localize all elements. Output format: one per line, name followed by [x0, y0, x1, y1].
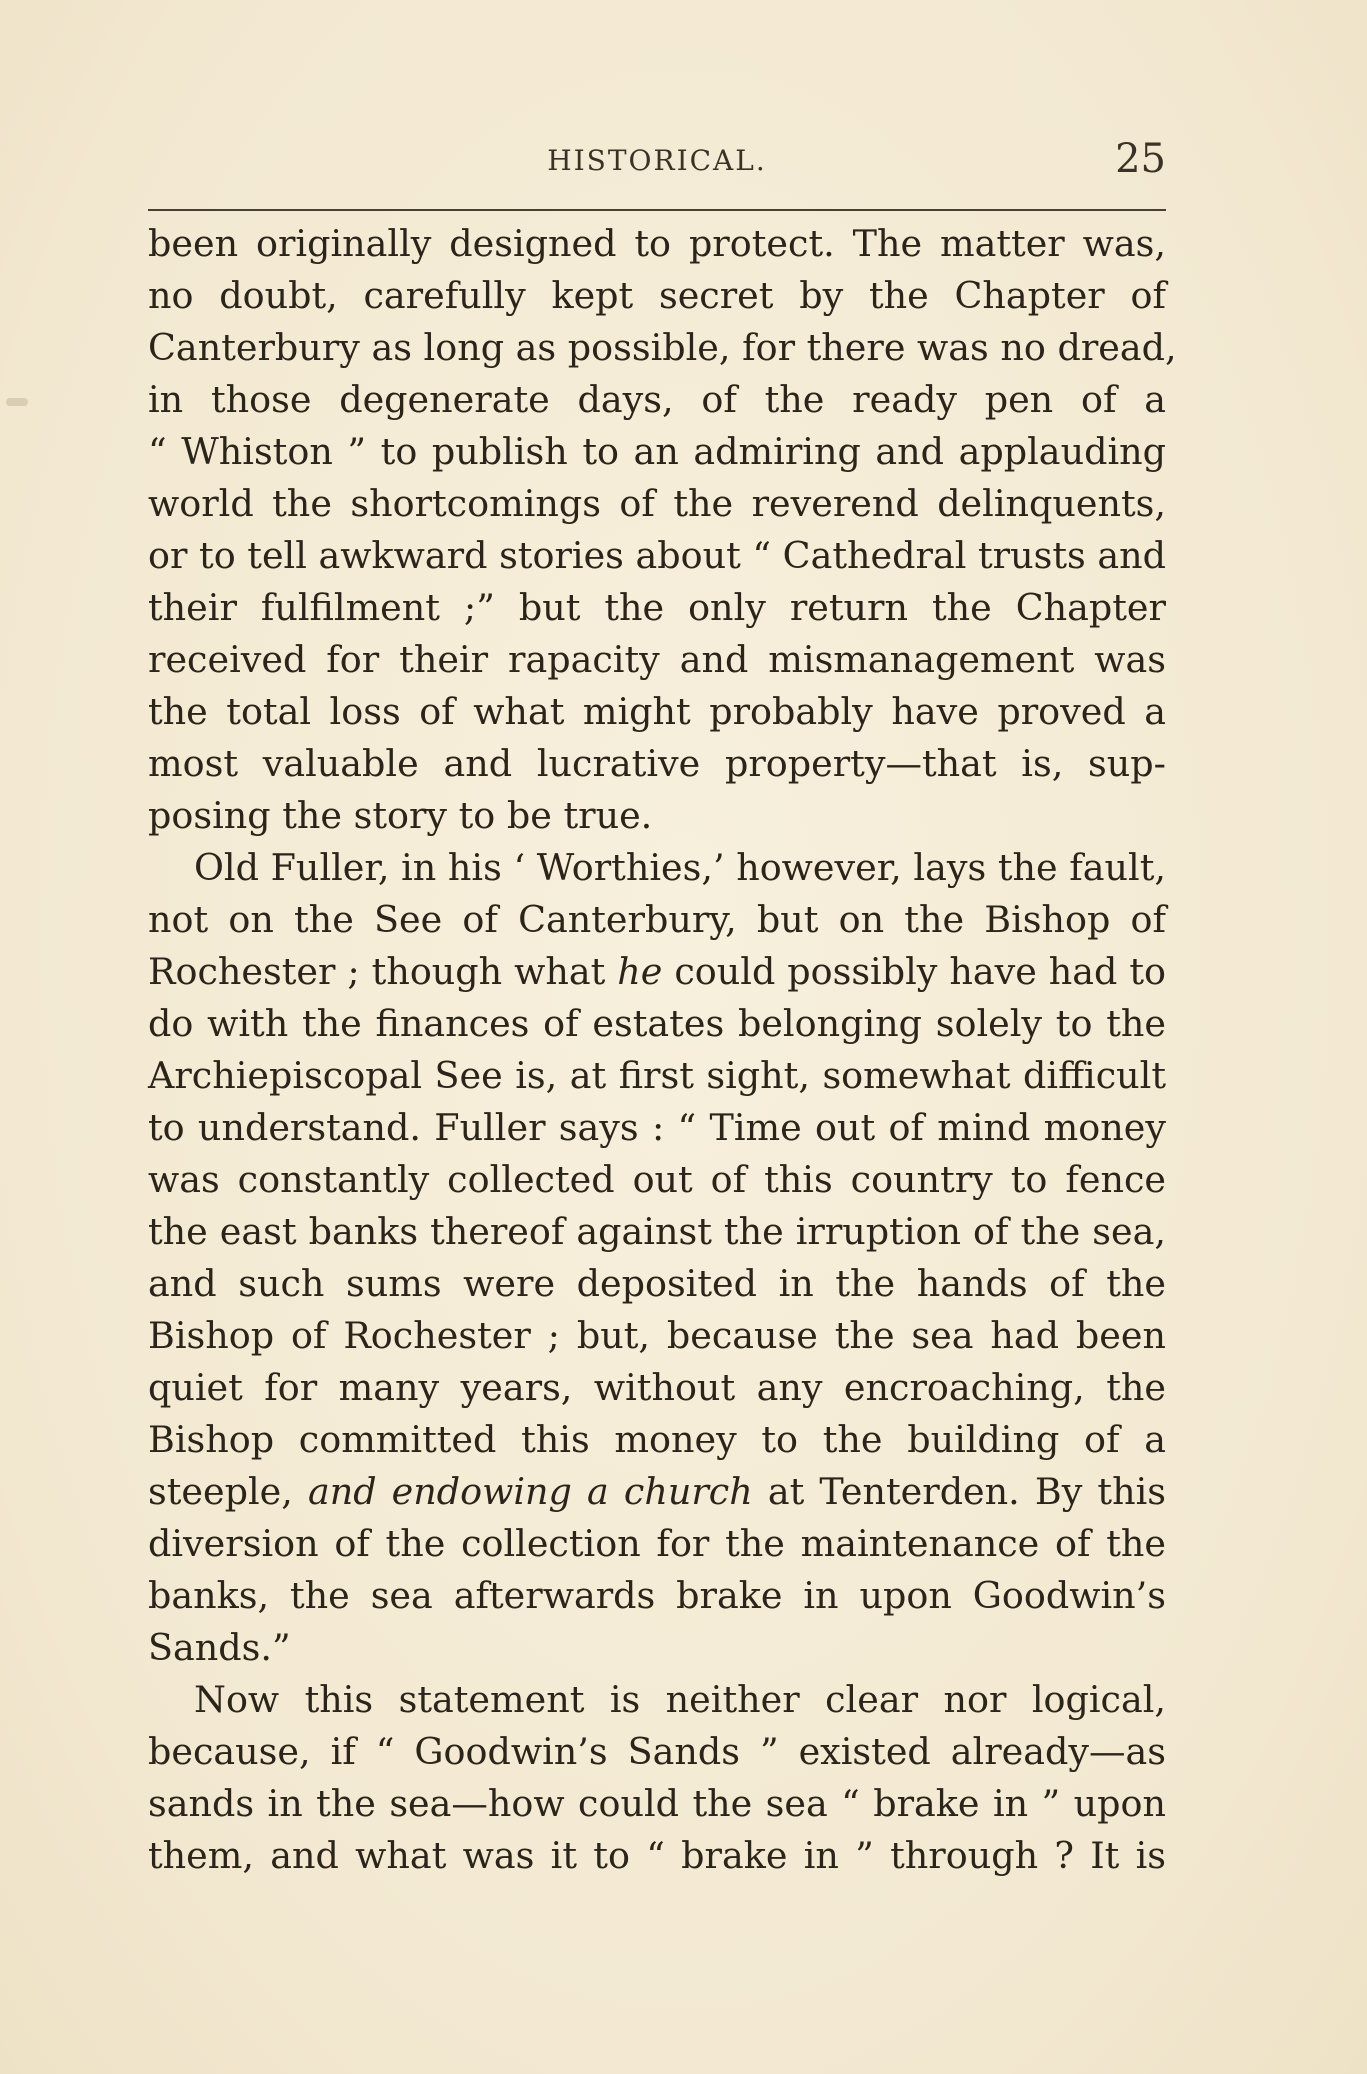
page-number: 25: [1115, 136, 1166, 182]
header-rule: [148, 209, 1166, 211]
paragraph-3: [148, 1674, 1166, 1882]
text-line: their fulfilment ;” but the only return the Chapter: [148, 586, 1166, 629]
body-text: [148, 218, 1177, 1882]
text-line: do with the finances of estates belonging solely to the: [148, 1002, 1166, 1045]
text-line: Bishop committed this money to the building of a: [148, 1418, 1166, 1461]
paragraph-1: [148, 218, 1177, 842]
text-line: quiet for many years, without any encroaching, the: [148, 1366, 1166, 1409]
text-line: [148, 1466, 1166, 1518]
text-line: sands in the sea—how could the sea “ brake in ” upon: [148, 1782, 1166, 1825]
text-line: diversion of the collection for the maintenance of the: [148, 1522, 1166, 1565]
text-line: world the shortcomings of the reverend delinquents,: [148, 482, 1166, 525]
text-line: “ Whiston ” to publish to an admiring and applauding: [148, 430, 1166, 473]
text-line: Now this statement is neither clear nor logical,: [194, 1678, 1166, 1721]
text-line: because, if “ Goodwin’s Sands ” existed already—as: [148, 1730, 1166, 1773]
text-segment: Rochester ; though what: [148, 950, 618, 993]
text-line: in those degenerate days, of the ready pen of a: [148, 378, 1166, 421]
text-line: Archiepiscopal See is, at first sight, somewhat difficult: [148, 1054, 1166, 1097]
text-line: the total loss of what might probably have proved a: [148, 690, 1166, 733]
text-line: Sands.”: [148, 1626, 291, 1669]
text-line: banks, the sea afterwards brake in upon Goodwin’s: [148, 1574, 1166, 1617]
text-segment: at Tenterden. By this: [752, 1470, 1166, 1513]
italic-emphasis: he: [617, 950, 663, 993]
text-line: and such sums were deposited in the hands of the: [148, 1262, 1166, 1305]
text-line: not on the See of Canterbury, but on the Bishop of: [148, 898, 1166, 941]
text-line: posing the story to be true.: [148, 794, 653, 837]
text-line: to understand. Fuller says : “ Time out of mind money: [148, 1106, 1166, 1149]
text-line: Canterbury as long as possible, for there was no dread,: [148, 326, 1177, 369]
italic-emphasis: and endowing a church: [307, 1470, 753, 1513]
text-line: received for their rapacity and mismanagement was: [148, 638, 1166, 681]
text-line: or to tell awkward stories about “ Cathedral trusts and: [148, 534, 1166, 577]
margin-blemish: [6, 398, 28, 406]
text-line: no doubt, carefully kept secret by the Chapter of: [148, 274, 1166, 317]
text-line: most valuable and lucrative property—that is, sup-: [148, 742, 1166, 785]
text-line: the east banks thereof against the irruption of the sea,: [148, 1210, 1166, 1253]
text-line: Old Fuller, in his ‘ Worthies,’ however, lays the fault,: [194, 846, 1166, 889]
paragraph-2: [148, 842, 1166, 1674]
text-segment: steeple,: [148, 1470, 308, 1513]
text-line: them, and what was it to “ brake in ” through ? It is: [148, 1834, 1166, 1877]
text-line: was constantly collected out of this country to fence: [148, 1158, 1166, 1201]
text-line: [148, 946, 1166, 998]
text-segment: could possibly have had to: [662, 950, 1167, 993]
page-header: [148, 136, 1166, 196]
running-head: HISTORICAL.: [547, 144, 767, 177]
text-line: Bishop of Rochester ; but, because the sea had been: [148, 1314, 1166, 1357]
text-line: been originally designed to protect. The matter was,: [148, 222, 1166, 265]
